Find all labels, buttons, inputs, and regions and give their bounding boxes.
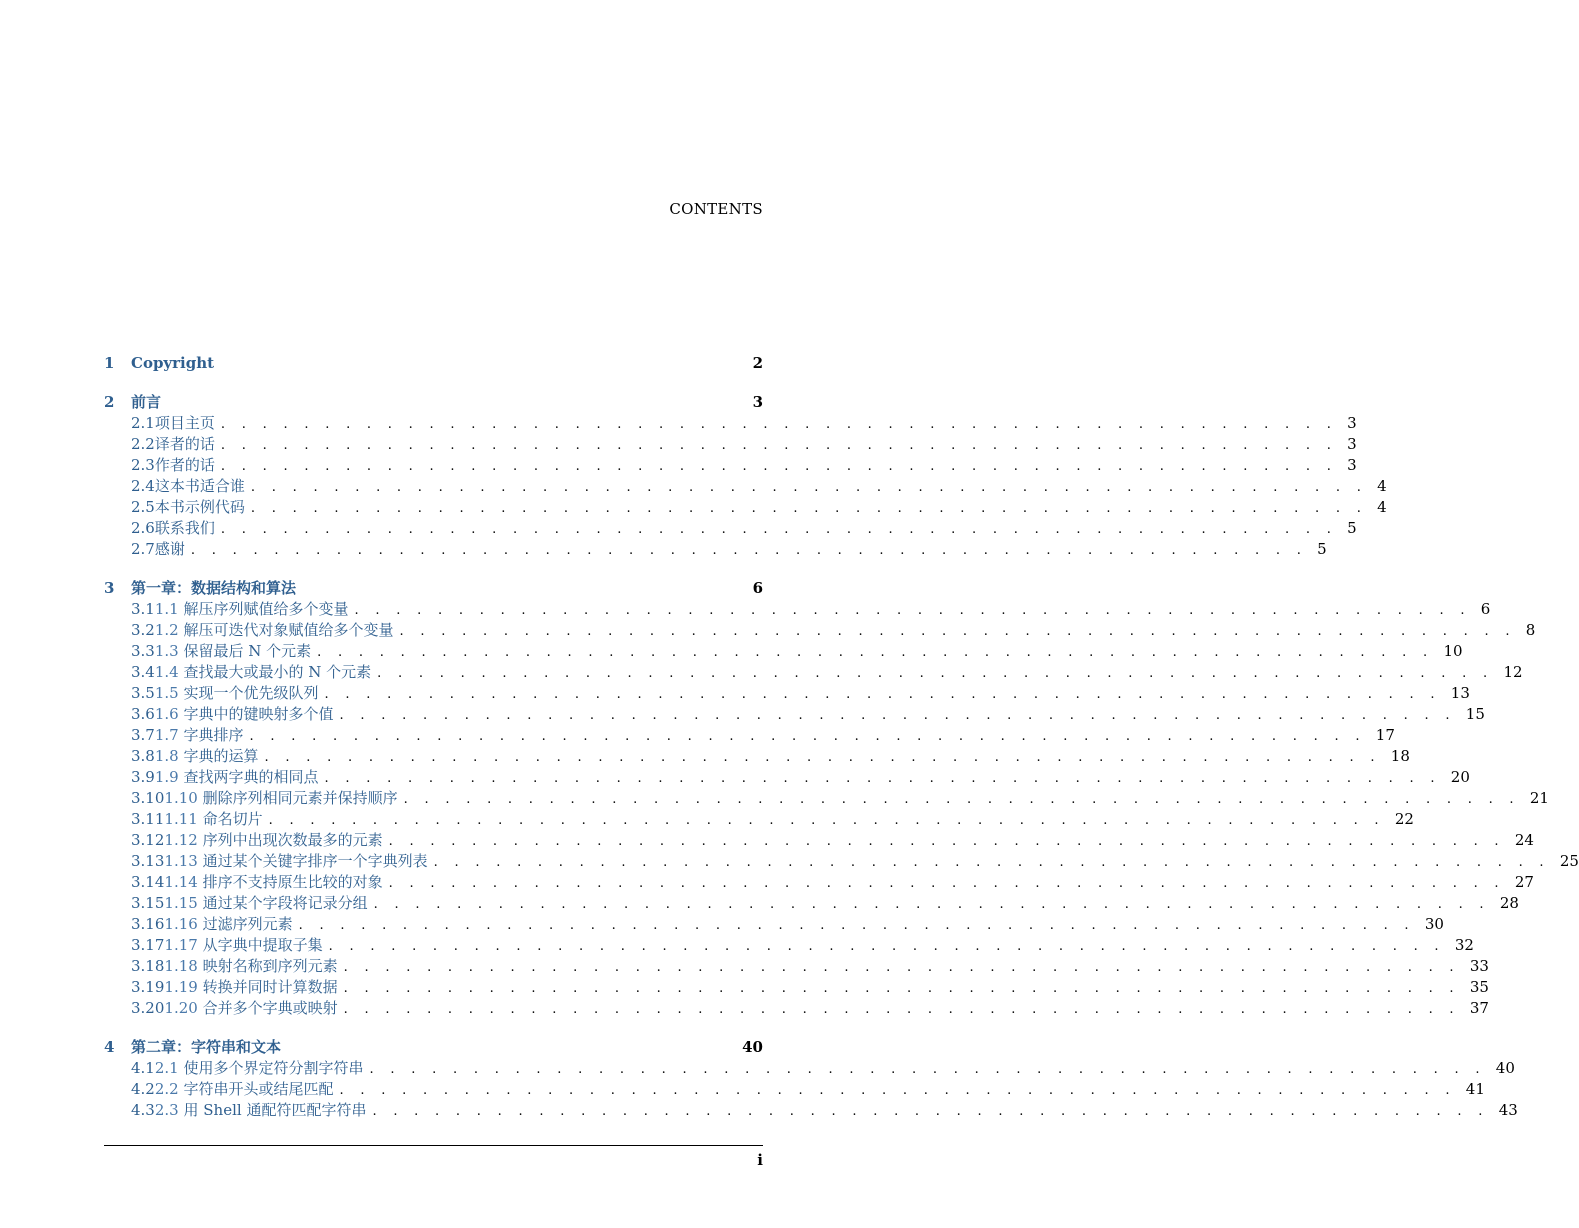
chapter-title: 前言 [131, 393, 162, 411]
toc-chapter-entry[interactable] [104, 392, 763, 413]
toc-section-entry[interactable] [104, 830, 1534, 851]
section-number: 3.18 [131, 957, 165, 975]
section-title-text: 译者的话 [154, 435, 215, 453]
footer-rule [104, 1145, 763, 1146]
section-page: 12 [1503, 663, 1523, 681]
section-page: 43 [1498, 1101, 1518, 1119]
chapter-number: 4 [104, 1038, 115, 1056]
section-page: 21 [1529, 789, 1549, 807]
toc-section-entry[interactable] [104, 872, 1534, 893]
section-page: 41 [1465, 1080, 1485, 1098]
section-page: 18 [1390, 747, 1410, 765]
section-title-text: 合并多个字典或映射 [202, 999, 338, 1017]
section-subnumber: 2.1 [154, 1059, 179, 1077]
leader-dots: . . . . . . . . . . . . . . . . . . . . . . . . . . . . . . . . . . . . . . . . . . . . . . . . . . . . . . [388, 876, 1505, 891]
section-title [164, 788, 397, 809]
section-number: 2.5 [131, 498, 155, 516]
section-title-text: 序列中出现次数最多的元素 [202, 831, 383, 849]
section-subnumber: 1.5 [154, 684, 179, 702]
section-number: 3.14 [131, 873, 165, 891]
section-number: 4.2 [131, 1080, 155, 1098]
section-title [155, 725, 244, 746]
section-number: 3.12 [131, 831, 165, 849]
toc-section-entry[interactable] [104, 539, 1327, 560]
section-title [155, 641, 311, 662]
section-title [155, 767, 319, 788]
section-page: 4 [1377, 477, 1387, 495]
section-title [155, 599, 349, 620]
section-page: 5 [1317, 540, 1327, 558]
section-number: 3.8 [131, 747, 155, 765]
section-number: 3.4 [131, 663, 155, 681]
chapter-number: 3 [104, 579, 115, 597]
section-subnumber: 1.8 [154, 747, 179, 765]
leader-dots: . . . . . . . . . . . . . . . . . . . . . . . . . . . . . . . . . . . . . . . . . . . . . . . . . . . . . . [250, 480, 1368, 495]
section-page: 10 [1443, 642, 1463, 660]
toc-chapter-entry[interactable] [104, 578, 763, 599]
section-subnumber: 1.20 [164, 999, 198, 1017]
section-subnumber: 1.1 [154, 600, 179, 618]
section-number: 3.10 [131, 789, 165, 807]
section-title-text: 保留最后 N 个元素 [183, 642, 312, 660]
section-page: 3 [1347, 435, 1357, 453]
section-page: 6 [1480, 600, 1491, 618]
section-number: 2.1 [131, 414, 155, 432]
running-header: CONTENTS [669, 200, 763, 218]
section-subnumber: 1.18 [164, 957, 198, 975]
leader-dots: . . . . . . . . . . . . . . . . . . . . . . . . . . . . . . . . . . . . . . . . . . . . . . . . . . . . . . [324, 771, 1441, 786]
section-title-text: 使用多个界定符分割字符串 [183, 1059, 364, 1077]
leader-dots: . . . . . . . . . . . . . . . . . . . . . . . . . . . . . . . . . . . . . . . . . . . . . . . . . . . . . . [298, 918, 1415, 933]
toc-section-entry[interactable] [104, 455, 1357, 476]
leader-dots: . . . . . . . . . . . . . . . . . . . . . . . . . . . . . . . . . . . . . . . . . . . . . . . . . . . . . . [388, 834, 1505, 849]
section-subnumber: 1.19 [164, 978, 198, 996]
section-page: 33 [1469, 957, 1489, 975]
toc-section-entry[interactable] [104, 1058, 1515, 1079]
section-number: 3.2 [131, 621, 155, 639]
section-title-text: 字典排序 [183, 726, 244, 744]
section-subnumber: 1.17 [164, 936, 198, 954]
toc-section-entry[interactable] [104, 914, 1444, 935]
leader-dots: . . . . . . . . . . . . . . . . . . . . . . . . . . . . . . . . . . . . . . . . . . . . . . . . . . . . . . [433, 855, 1550, 870]
section-subnumber: 1.15 [164, 894, 198, 912]
section-title [164, 872, 382, 893]
section-page: 20 [1450, 768, 1470, 786]
section-number: 3.15 [131, 894, 165, 912]
section-page: 28 [1499, 894, 1519, 912]
section-title [164, 830, 382, 851]
section-number: 2.3 [131, 456, 155, 474]
section-title-text: 解压可迭代对象赋值给多个变量 [183, 621, 394, 639]
leader-dots: . . . . . . . . . . . . . . . . . . . . . . . . . . . . . . . . . . . . . . . . . . . . . . . . . . . . . . [190, 543, 1308, 558]
leader-dots: . . . . . . . . . . . . . . . . . . . . . . . . . . . . . . . . . . . . . . . . . . . . . . . . . . . . . . [372, 1104, 1489, 1119]
leader-dots: . . . . . . . . . . . . . . . . . . . . . . . . . . . . . . . . . . . . . . . . . . . . . . . . . . . . . . [399, 624, 1516, 639]
section-title-text: 从字典中提取子集 [202, 936, 323, 954]
section-number: 4.1 [131, 1059, 155, 1077]
toc-section-entry[interactable] [104, 704, 1485, 725]
chapter-title: Copyright [131, 354, 215, 372]
toc-section-entry[interactable] [104, 956, 1489, 977]
section-number: 4.3 [131, 1101, 155, 1119]
section-title [164, 851, 427, 872]
toc-section-entry[interactable] [104, 998, 1489, 1019]
toc-section-entry[interactable] [104, 893, 1519, 914]
chapter-page: 2 [752, 354, 763, 372]
section-title-text: 这本书适合谁 [154, 477, 245, 495]
section-title-text: 字符串开头或结尾匹配 [183, 1080, 334, 1098]
leader-dots: . . . . . . . . . . . . . . . . . . . . . . . . . . . . . . . . . . . . . . . . . . . . . . . . . . . . . . [249, 729, 1366, 744]
toc-section-entry[interactable] [104, 683, 1470, 704]
section-title-text: 实现一个优先级队列 [183, 684, 319, 702]
section-number: 3.3 [131, 642, 155, 660]
section-subnumber: 1.12 [164, 831, 198, 849]
section-number: 3.9 [131, 768, 155, 786]
section-title-text: 过滤序列元素 [202, 915, 293, 933]
table-of-contents [104, 353, 1579, 1121]
section-page: 15 [1465, 705, 1485, 723]
section-title-text: 用 Shell 通配符匹配字符串 [183, 1101, 367, 1119]
section-title [164, 914, 292, 935]
section-title [155, 683, 319, 704]
toc-section-entry[interactable] [104, 746, 1410, 767]
toc-section-entry[interactable] [104, 434, 1357, 455]
section-title [155, 746, 259, 767]
chapter-number: 1 [104, 354, 115, 372]
section-title-text: 映射名称到序列元素 [202, 957, 338, 975]
section-title-text: 通过某个关键字排序一个字典列表 [202, 852, 428, 870]
section-title-text: 感谢 [154, 540, 185, 558]
section-subnumber: 1.14 [164, 873, 198, 891]
section-title-text: 通过某个字段将记录分组 [202, 894, 368, 912]
section-number: 2.7 [131, 540, 155, 558]
section-title-text: 项目主页 [154, 414, 215, 432]
leader-dots: . . . . . . . . . . . . . . . . . . . . . . . . . . . . . . . . . . . . . . . . . . . . . . . . . . . . . . [264, 750, 1381, 765]
toc-section-entry[interactable] [104, 662, 1523, 683]
section-number: 2.2 [131, 435, 155, 453]
section-page: 8 [1525, 621, 1536, 639]
section-title [164, 893, 367, 914]
section-title-text: 删除序列相同元素并保持顺序 [202, 789, 398, 807]
section-page: 4 [1377, 498, 1387, 516]
section-title [155, 662, 371, 683]
section-page: 40 [1495, 1059, 1515, 1077]
section-title [155, 518, 215, 539]
section-title [155, 1079, 334, 1100]
toc-section-entry[interactable] [104, 413, 1357, 434]
toc-section-entry[interactable] [104, 851, 1579, 872]
leader-dots: . . . . . . . . . . . . . . . . . . . . . . . . . . . . . . . . . . . . . . . . . . . . . . . . . . . . . . [354, 603, 1471, 618]
section-number: 3.7 [131, 726, 155, 744]
section-title [155, 539, 185, 560]
section-number: 3.19 [131, 978, 165, 996]
footer-page-number: i [757, 1151, 763, 1169]
section-number: 3.6 [131, 705, 155, 723]
section-subnumber: 1.7 [154, 726, 179, 744]
section-page: 5 [1347, 519, 1357, 537]
section-title [155, 1058, 364, 1079]
section-subnumber: 1.4 [154, 663, 179, 681]
toc-section-entry[interactable] [104, 935, 1474, 956]
section-page: 22 [1394, 810, 1414, 828]
toc-section-entry[interactable] [104, 641, 1463, 662]
section-title-text: 转换并同时计算数据 [202, 978, 338, 996]
toc-section-entry[interactable] [104, 1079, 1485, 1100]
section-page: 30 [1424, 915, 1444, 933]
section-title [164, 935, 322, 956]
section-subnumber: 1.3 [154, 642, 179, 660]
section-title [155, 455, 215, 476]
section-title [155, 497, 245, 518]
leader-dots: . . . . . . . . . . . . . . . . . . . . . . . . . . . . . . . . . . . . . . . . . . . . . . . . . . . . . . [250, 501, 1368, 516]
section-page: 13 [1450, 684, 1470, 702]
section-subnumber: 1.2 [154, 621, 179, 639]
section-subnumber: 1.10 [164, 789, 198, 807]
leader-dots: . . . . . . . . . . . . . . . . . . . . . . . . . . . . . . . . . . . . . . . . . . . . . . . . . . . . . . [339, 708, 1456, 723]
section-title [155, 413, 215, 434]
section-subnumber: 1.13 [164, 852, 198, 870]
section-number: 2.4 [131, 477, 155, 495]
toc-section-entry[interactable] [104, 767, 1470, 788]
leader-dots: . . . . . . . . . . . . . . . . . . . . . . . . . . . . . . . . . . . . . . . . . . . . . . . . . . . . . . [220, 459, 1338, 474]
section-page: 3 [1347, 456, 1357, 474]
leader-dots: . . . . . . . . . . . . . . . . . . . . . . . . . . . . . . . . . . . . . . . . . . . . . . . . . . . . . . [403, 792, 1520, 807]
section-title-text: 排序不支持原生比较的对象 [202, 873, 383, 891]
toc-section-entry[interactable] [104, 599, 1491, 620]
section-number: 3.17 [131, 936, 165, 954]
section-subnumber: 1.9 [154, 768, 179, 786]
section-number: 3.11 [131, 810, 165, 828]
toc-section-entry[interactable] [104, 977, 1489, 998]
section-subnumber: 2.3 [154, 1101, 179, 1119]
chapter-page: 6 [752, 579, 763, 597]
section-number: 3.16 [131, 915, 165, 933]
section-title [155, 620, 394, 641]
leader-dots: . . . . . . . . . . . . . . . . . . . . . . . . . . . . . . . . . . . . . . . . . . . . . . . . . . . . . . [369, 1062, 1486, 1077]
chapter-title: 第一章：数据结构和算法 [131, 579, 297, 597]
section-subnumber: 2.2 [154, 1080, 179, 1098]
section-title-text: 作者的话 [154, 456, 215, 474]
section-title-text: 字典的运算 [183, 747, 259, 765]
section-page: 24 [1514, 831, 1534, 849]
leader-dots: . . . . . . . . . . . . . . . . . . . . . . . . . . . . . . . . . . . . . . . . . . . . . . . . . . . . . . [373, 897, 1490, 912]
toc-section-entry[interactable] [104, 476, 1387, 497]
leader-dots: . . . . . . . . . . . . . . . . . . . . . . . . . . . . . . . . . . . . . . . . . . . . . . . . . . . . . . [220, 417, 1338, 432]
chapter-page: 40 [742, 1038, 763, 1056]
section-subnumber: 1.6 [154, 705, 179, 723]
toc-section-entry[interactable] [104, 1100, 1518, 1121]
section-title-text: 查找最大或最小的 N 个元素 [183, 663, 372, 681]
leader-dots: . . . . . . . . . . . . . . . . . . . . . . . . . . . . . . . . . . . . . . . . . . . . . . . . . . . . . . [328, 939, 1445, 954]
toc-section-entry[interactable] [104, 620, 1536, 641]
section-page: 37 [1469, 999, 1489, 1017]
leader-dots: . . . . . . . . . . . . . . . . . . . . . . . . . . . . . . . . . . . . . . . . . . . . . . . . . . . . . . [343, 960, 1460, 975]
section-title-text: 命名切片 [202, 810, 263, 828]
section-title [155, 1100, 367, 1121]
toc-section-entry[interactable] [104, 788, 1549, 809]
section-title [155, 704, 334, 725]
toc-section-entry[interactable] [104, 497, 1387, 518]
section-page: 35 [1469, 978, 1489, 996]
section-title [155, 476, 245, 497]
section-page: 17 [1375, 726, 1395, 744]
toc-section-entry[interactable] [104, 725, 1395, 746]
section-number: 2.6 [131, 519, 155, 537]
section-number: 3.5 [131, 684, 155, 702]
section-title [164, 998, 337, 1019]
section-title-text: 本书示例代码 [154, 498, 245, 516]
section-number: 3.13 [131, 852, 165, 870]
leader-dots: . . . . . . . . . . . . . . . . . . . . . . . . . . . . . . . . . . . . . . . . . . . . . . . . . . . . . . [377, 666, 1494, 681]
section-title-text: 联系我们 [154, 519, 215, 537]
toc-section-entry[interactable] [104, 518, 1357, 539]
section-page: 3 [1347, 414, 1357, 432]
chapter-title: 第二章：字符串和文本 [131, 1038, 282, 1056]
leader-dots: . . . . . . . . . . . . . . . . . . . . . . . . . . . . . . . . . . . . . . . . . . . . . . . . . . . . . . [268, 813, 1385, 828]
toc-section-entry[interactable] [104, 809, 1414, 830]
leader-dots: . . . . . . . . . . . . . . . . . . . . . . . . . . . . . . . . . . . . . . . . . . . . . . . . . . . . . . [339, 1083, 1456, 1098]
section-page: 27 [1514, 873, 1534, 891]
section-number: 3.1 [131, 600, 155, 618]
leader-dots: . . . . . . . . . . . . . . . . . . . . . . . . . . . . . . . . . . . . . . . . . . . . . . . . . . . . . . [324, 687, 1441, 702]
section-title [155, 434, 215, 455]
toc-chapter-entry[interactable] [104, 1037, 763, 1058]
leader-dots: . . . . . . . . . . . . . . . . . . . . . . . . . . . . . . . . . . . . . . . . . . . . . . . . . . . . . . [343, 981, 1460, 996]
section-subnumber: 1.11 [164, 810, 198, 828]
section-title [164, 809, 262, 830]
leader-dots: . . . . . . . . . . . . . . . . . . . . . . . . . . . . . . . . . . . . . . . . . . . . . . . . . . . . . . [343, 1002, 1460, 1017]
leader-dots: . . . . . . . . . . . . . . . . . . . . . . . . . . . . . . . . . . . . . . . . . . . . . . . . . . . . . . [317, 645, 1434, 660]
section-page: 25 [1559, 852, 1579, 870]
section-title-text: 解压序列赋值给多个变量 [183, 600, 349, 618]
toc-chapter-entry[interactable] [104, 353, 763, 374]
section-subnumber: 1.16 [164, 915, 198, 933]
leader-dots: . . . . . . . . . . . . . . . . . . . . . . . . . . . . . . . . . . . . . . . . . . . . . . . . . . . . . . [220, 522, 1338, 537]
chapter-number: 2 [104, 393, 115, 411]
chapter-page: 3 [752, 393, 763, 411]
section-title [164, 956, 337, 977]
section-page: 32 [1454, 936, 1474, 954]
leader-dots: . . . . . . . . . . . . . . . . . . . . . . . . . . . . . . . . . . . . . . . . . . . . . . . . . . . . . . [220, 438, 1338, 453]
section-title [164, 977, 337, 998]
section-title-text: 字典中的键映射多个值 [183, 705, 334, 723]
section-number: 3.20 [131, 999, 165, 1017]
section-title-text: 查找两字典的相同点 [183, 768, 319, 786]
